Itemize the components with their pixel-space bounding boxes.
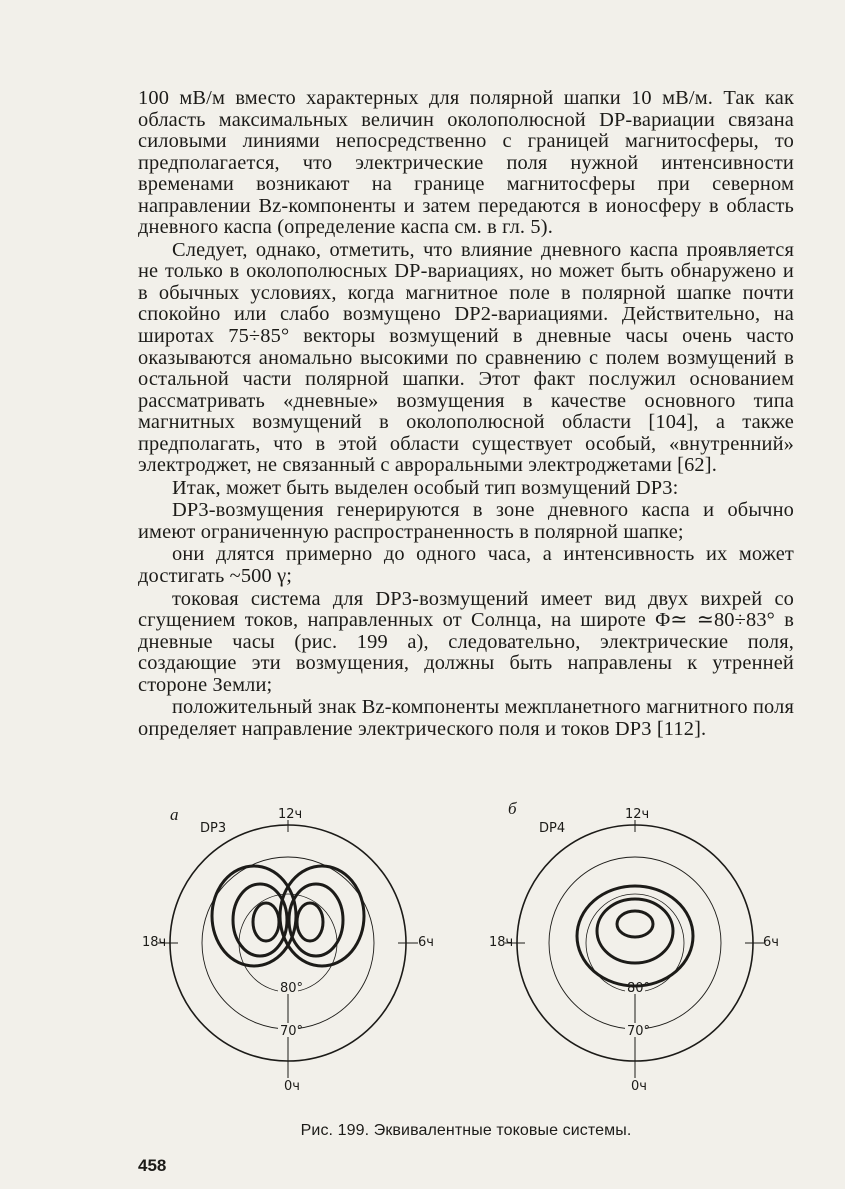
body-text bbox=[138, 88, 794, 740]
panel-a-letter: а bbox=[170, 805, 179, 824]
panel-a-diagram bbox=[142, 805, 434, 1094]
page-number: 458 bbox=[138, 1156, 167, 1175]
panel-a-left-vortex-inner bbox=[253, 903, 279, 941]
panel-a-right-label: 6ч bbox=[418, 935, 434, 950]
panel-b-lat-inner: 80° bbox=[627, 981, 651, 996]
panel-b-vortex-middle bbox=[597, 899, 673, 963]
panel-a-top-label: 12ч bbox=[278, 807, 303, 822]
panel-b-right-label: 6ч bbox=[763, 935, 779, 950]
paragraph-5: они длятся примерно до одного часа, а интенсивность их может достигать ~500 γ; bbox=[138, 543, 794, 588]
paragraph-1: 100 мВ/м вместо характерных для полярной шапки 10 мВ/м. Так как область максимальных величин околополюсной DP-вариации связана силовыми линиями непосредственно с границей магнитосферы, то предполагается, что электрические поля нужной интенсивности временами возникают на границе магнитосферы при северном направлении Bz-компоненты и затем передаются в ионосферу в область дневного каспа (определение каспа см. в гл. 5). bbox=[138, 87, 794, 239]
panel-b-lat-outer: 70° bbox=[627, 1024, 651, 1039]
panel-a-bottom-label: 0ч bbox=[284, 1079, 300, 1094]
panel-a-left-label: 18ч bbox=[142, 935, 167, 950]
panel-a-right-vortex-inner bbox=[297, 903, 323, 941]
paragraph-3: Итак, может быть выделен особый тип возмущений DP3: bbox=[172, 476, 679, 499]
panel-b-diagram bbox=[489, 799, 779, 1094]
panel-b-bottom-label: 0ч bbox=[631, 1079, 647, 1094]
panel-a-lat-inner: 80° bbox=[280, 981, 304, 996]
figure-caption: Рис. 199. Эквивалентные токовые системы. bbox=[300, 1122, 632, 1139]
paragraph-2: Следует, однако, отметить, что влияние дневного каспа проявляется не только в околополюсных DP-вариациях, но может быть обнаружено и в обычных условиях, когда магнитное поле в полярной шапке почти спокойно или слабо возмущено DP2-вариациями. Действительно, на широтах 75÷85° векторы возмущений в дневные часы очень часто оказываются аномально высокими по сравнению с полем возмущений в остальной части полярной шапки. Этот факт послужил основанием рассматривать «дневные» возмущения в качестве основного типа магнитных возмущений в околополюсной области [104], а также предполагать, что в этой области существует особый, «внутренний» электроджет, не связанный с авроральными электроджетами [62]. bbox=[138, 238, 794, 477]
panel-a-lat-outer: 70° bbox=[280, 1024, 304, 1039]
panel-b-top-label: 12ч bbox=[625, 807, 650, 822]
paragraph-4: DP3-возмущения генерируются в зоне дневного каспа и обычно имеют ограниченную распространенность в полярной шапке; bbox=[138, 499, 794, 543]
paragraph-6: токовая система для DP3-возмущений имеет вид двух вихрей со сгущением токов, направленных от Солнца, на широте Φ≃ ≃80÷83° в дневные часы (рис. 199 а), следовательно, электрические поля, создающие эти возмущения, должны быть направлены к утренней стороне Земли; bbox=[138, 587, 794, 696]
figure-svg bbox=[138, 796, 798, 1116]
panel-b-letter: б bbox=[508, 799, 517, 818]
figure-199 bbox=[138, 796, 798, 1116]
paragraph-7: положительный знак Bz-компоненты межпланетного магнитного поля определяет направление электрического поля и токов DP3 [112]. bbox=[138, 696, 794, 740]
panel-b-left-label: 18ч bbox=[489, 935, 514, 950]
panel-b-vortex-inner bbox=[617, 911, 653, 937]
panel-a-label: DP3 bbox=[200, 821, 227, 836]
panel-b-label: DP4 bbox=[539, 821, 566, 836]
